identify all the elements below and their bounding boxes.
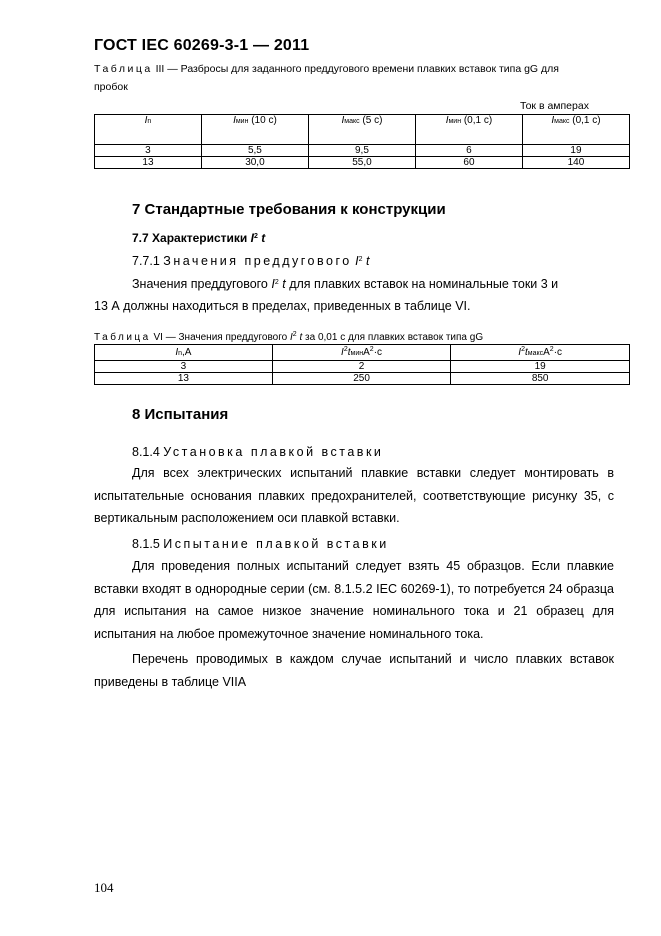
table3-header: Iмакс (5 с) <box>308 115 415 145</box>
table-row <box>95 145 630 157</box>
section7-title: 7 Стандартные требования к конструкции <box>132 201 446 218</box>
table3-caption-label: Таблица <box>94 63 153 75</box>
table3-unit-note: Ток в амперах <box>520 100 589 112</box>
table-row <box>95 157 630 169</box>
table3-header: In <box>95 115 202 145</box>
table-cell: 13 <box>95 373 273 385</box>
section771-para-line1: Значения преддугового $I^2$ t для плавких вставок на номинальные токи 3 и <box>132 277 559 291</box>
table6-header: $I^2tминА^2\cdot с$ <box>272 345 451 361</box>
table3-header: Iмакс (0,1 с) <box>522 115 629 145</box>
table3-caption-cont: пробок <box>94 81 128 93</box>
table-row <box>95 361 630 373</box>
table3-caption-text: III — Разбросы для заданного преддугового времени плавких вставок типа gG для <box>152 63 559 75</box>
table-cell: 60 <box>415 157 522 169</box>
table-cell: 5,5 <box>201 145 308 157</box>
page-number: 104 <box>94 880 114 895</box>
section815-heading: 8.1.5 Испытание плавкой вставки <box>132 537 389 551</box>
table3-header: Iмин (0,1 с) <box>415 115 522 145</box>
table3-header-row <box>95 115 630 145</box>
section8-title: 8 Испытания <box>132 406 229 423</box>
table3-caption <box>94 62 614 76</box>
table-cell: 850 <box>451 373 630 385</box>
table-cell: 19 <box>522 145 629 157</box>
table-cell: 13 <box>95 157 202 169</box>
table-cell: 55,0 <box>308 157 415 169</box>
document-header: ГОСТ IEC 60269-3-1 — 2011 <box>94 37 310 54</box>
section814-heading: 8.1.4 Установка плавкой вставки <box>132 445 384 459</box>
table6-header: $I^2tмаксА^2\cdot с$ <box>451 345 630 361</box>
table-cell: 6 <box>415 145 522 157</box>
section771-para-line2: 13 А должны находиться в пределах, приведенных в таблице VI. <box>94 299 471 313</box>
table-cell: 19 <box>451 361 630 373</box>
section814-para: Для всех электрических испытаний плавкие вставки следует монтировать в испытательные основания плавких предохранителей, соответствующие рисунку 35, с вертикальным расположением оси плавкой вставки. <box>94 466 614 525</box>
table6-caption: Таблица VI — Значения преддугового $I^2$ t за 0,01 с для плавких вставок типа gG <box>94 331 484 343</box>
table-cell: 3 <box>95 361 273 373</box>
table-cell: 140 <box>522 157 629 169</box>
table6-header-row <box>95 345 630 361</box>
table-cell: 3 <box>95 145 202 157</box>
table6 <box>94 344 630 385</box>
table6-header: In,А <box>95 345 273 361</box>
section771-heading: 7.7.1 Значения преддугового $I^2$ t <box>132 254 370 268</box>
table-cell: 30,0 <box>201 157 308 169</box>
table3-header: Iмин (10 с) <box>201 115 308 145</box>
table-row <box>95 373 630 385</box>
table-cell: 250 <box>272 373 451 385</box>
section77-heading: 7.7 Характеристики $I^2$ t <box>132 231 266 245</box>
table3 <box>94 114 630 169</box>
table-cell: 9,5 <box>308 145 415 157</box>
table-cell: 2 <box>272 361 451 373</box>
section815-para2: Перечень проводимых в каждом случае испытаний и число плавких вставок приведены в таблице VIIA <box>94 652 614 689</box>
section815-para1: Для проведения полных испытаний следует взять 45 образцов. Если плавкие вставки входят в однородные серии (см. 8.1.5.2 IEC 60269-1), то потребуется 24 образца для испытания на самое низкое значение номинального тока и 21 образец для испытания на любое промежуточное значение номинального тока. <box>94 559 614 641</box>
